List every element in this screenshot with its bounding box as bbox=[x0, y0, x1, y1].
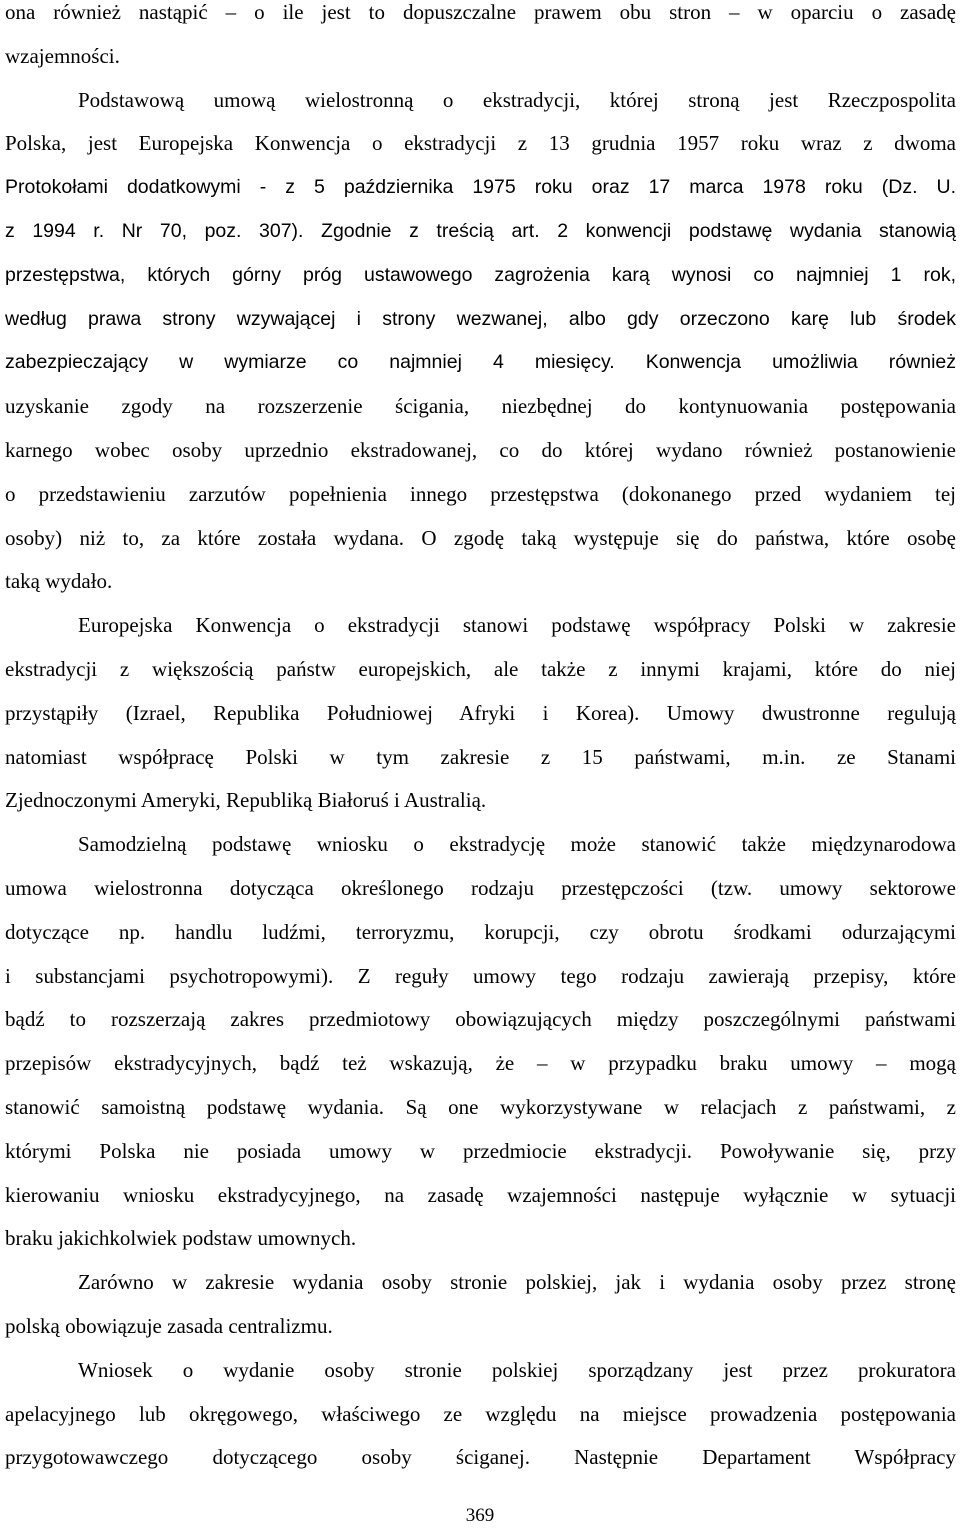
text-line: ona również nastąpić – o ile jest to dopuszczalne prawem obu stron – w oparciu o zasadę bbox=[5, 0, 956, 24]
text-line: Wniosek o wydanie osoby stronie polskiej sporządzany jest przez prokuratora bbox=[78, 1357, 956, 1382]
body-text bbox=[5, 0, 956, 1480]
text-line: Protokołami dodatkowymi - z 5 października 1975 roku oraz 17 marca 1978 roku (Dz. U. bbox=[5, 176, 956, 199]
text-line: którymi Polska nie posiada umowy w przedmiocie ekstradycji. Powoływanie się, przy bbox=[5, 1138, 956, 1163]
text-line: taką wydało. bbox=[5, 569, 113, 594]
text-line: osoby) niż to, za które została wydana. O zgodę taką występuje się do państwa, które osobę bbox=[5, 525, 956, 550]
text-line: przystąpiły (Izrael, Republika Południowej Afryki i Korea). Umowy dwustronne regulują bbox=[5, 700, 956, 725]
text-line: Zarówno w zakresie wydania osoby stronie polskiej, jak i wydania osoby przez stronę bbox=[78, 1270, 956, 1295]
text-line: uzyskanie zgody na rozszerzenie ścigania, niezbędnej do kontynuowania postępowania bbox=[5, 394, 956, 419]
text-line: zabezpieczający w wymiarze co najmniej 4 miesięcy. Konwencja umożliwia również bbox=[5, 351, 956, 374]
text-line: o przedstawieniu zarzutów popełnienia innego przestępstwa (dokonanego przed wydaniem tej bbox=[5, 481, 956, 506]
text-line: bądź to rozszerzają zakres przedmiotowy obowiązujących między poszczególnymi państwami bbox=[5, 1007, 956, 1032]
text-line: Podstawową umową wielostronną o ekstradycji, której stroną jest Rzeczpospolita bbox=[78, 87, 956, 112]
text-line: stanowić samoistną podstawę wydania. Są one wykorzystywane w relacjach z państwami, z bbox=[5, 1094, 956, 1119]
text-line: z 1994 r. Nr 70, poz. 307). Zgodnie z treścią art. 2 konwencji podstawę wydania stanowią bbox=[5, 219, 956, 242]
text-line: apelacyjnego lub okręgowego, właściwego ze względu na miejsce prowadzenia postępowania bbox=[5, 1401, 956, 1426]
text-line: przestępstwa, których górny próg ustawowego zagrożenia karą wynosi co najmniej 1 rok, bbox=[5, 263, 956, 286]
text-line: Zjednoczonymi Ameryki, Republiką Białoruś i Australią. bbox=[5, 788, 487, 813]
text-line: braku jakichkolwiek podstaw umownych. bbox=[5, 1226, 357, 1251]
text-line: ekstradycji z większością państw europejskich, ale także z innymi krajami, które do niej bbox=[5, 656, 956, 681]
text-line: wzajemności. bbox=[5, 43, 120, 68]
page-number: 369 bbox=[465, 1505, 495, 1526]
text-line: umowa wielostronna dotycząca określonego rodzaju przestępczości (tzw. umowy sektorowe bbox=[5, 875, 956, 900]
text-line: Samodzielną podstawę wniosku o ekstradycję może stanowić także międzynarodowa bbox=[78, 832, 956, 857]
text-line: Europejska Konwencja o ekstradycji stanowi podstawę współpracy Polski w zakresie bbox=[78, 613, 956, 638]
text-line: przepisów ekstradycyjnych, bądź też wskazują, że – w przypadku braku umowy – mogą bbox=[5, 1051, 956, 1076]
text-line: i substancjami psychotropowymi). Z reguły umowy tego rodzaju zawierają przepisy, które bbox=[5, 963, 956, 988]
text-line: Polska, jest Europejska Konwencja o ekstradycji z 13 grudnia 1957 roku wraz z dwoma bbox=[5, 131, 956, 156]
text-line: kierowaniu wniosku ekstradycyjnego, na zasadę wzajemności następuje wyłącznie w sytuacji bbox=[5, 1182, 956, 1207]
text-line: natomiast współpracę Polski w tym zakresie z 15 państwami, m.in. ze Stanami bbox=[5, 744, 956, 769]
text-line: według prawa strony wzywającej i strony wezwanej, albo gdy orzeczono karę lub środek bbox=[5, 307, 956, 330]
text-line: polską obowiązuje zasada centralizmu. bbox=[5, 1313, 333, 1338]
text-line: karnego wobec osoby uprzednio ekstradowanej, co do której wydano również postanowienie bbox=[5, 437, 956, 462]
text-line: przygotowawczego dotyczącego osoby ściganej. Następnie Departament Współpracy bbox=[5, 1445, 956, 1470]
text-line: dotyczące np. handlu ludźmi, terroryzmu, korupcji, czy obrotu środkami odurzającymi bbox=[5, 919, 956, 944]
